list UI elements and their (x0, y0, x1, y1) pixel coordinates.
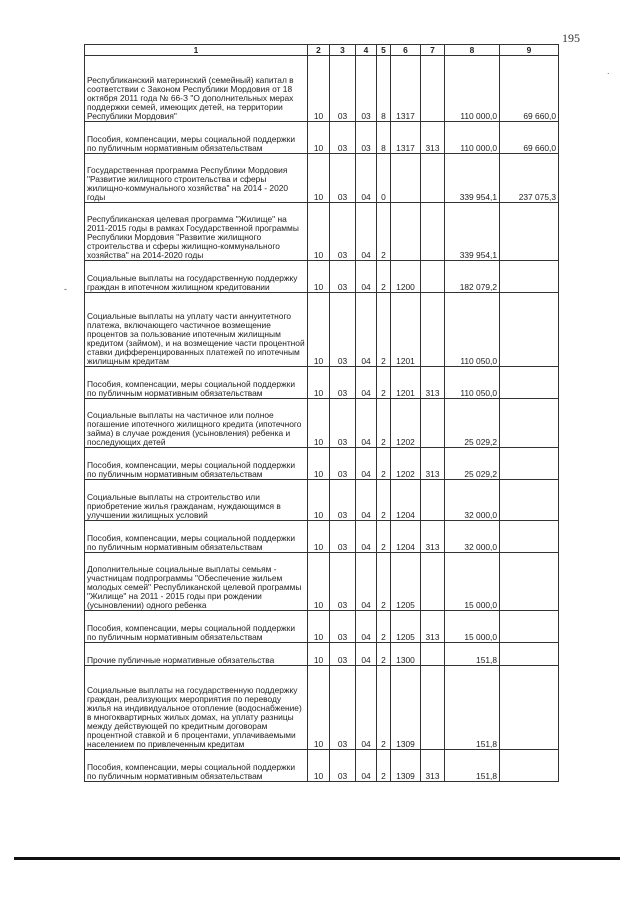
cell-c7: 313 (421, 448, 445, 480)
cell-c4: 04 (356, 261, 377, 293)
cell-c3: 03 (330, 521, 356, 553)
cell-c4: 04 (356, 750, 377, 782)
cell-c6 (391, 203, 421, 261)
cell-c9: 237 075,3 (500, 154, 559, 203)
cell-c6: 1317 (391, 122, 421, 154)
cell-c3: 03 (330, 56, 356, 122)
cell-c4: 04 (356, 611, 377, 643)
cell-c3: 03 (330, 666, 356, 750)
cell-c6: 1204 (391, 480, 421, 521)
cell-c2: 10 (308, 750, 330, 782)
cell-c3: 03 (330, 203, 356, 261)
table-row (85, 367, 559, 399)
cell-c7 (421, 261, 445, 293)
cell-c6: 1202 (391, 399, 421, 448)
cell-c7: 313 (421, 750, 445, 782)
cell-c2: 10 (308, 480, 330, 521)
cell-c8: 110 000,0 (445, 56, 500, 122)
cell-c4: 04 (356, 643, 377, 666)
cell-c7: 313 (421, 122, 445, 154)
col-header: 6 (391, 45, 421, 56)
cell-c8: 110 000,0 (445, 122, 500, 154)
cell-c6: 1201 (391, 367, 421, 399)
cell-c6: 1202 (391, 448, 421, 480)
row-description: Пособия, компенсации, меры социальной поддержки по публичным нормативным обязательствам (85, 521, 308, 553)
cell-c4: 03 (356, 56, 377, 122)
cell-c9 (500, 480, 559, 521)
cell-c6: 1205 (391, 611, 421, 643)
cell-c9 (500, 666, 559, 750)
cell-c9 (500, 611, 559, 643)
cell-c9: 69 660,0 (500, 122, 559, 154)
cell-c8: 151,8 (445, 666, 500, 750)
row-description: Социальные выплаты на государственную поддержку граждан в ипотечном жилищном кредитовании (85, 261, 308, 293)
row-description: Пособия, компенсации, меры социальной поддержки по публичным нормативным обязательствам (85, 367, 308, 399)
cell-c2: 10 (308, 293, 330, 367)
col-header: 2 (308, 45, 330, 56)
row-description: Дополнительные социальные выплаты семьям - участницам подпрограммы "Обеспечение жильем молодых семей" Республиканской целевой программы "Жилище" на 2011 - 2015 годы при рождении (усыновлении) одного ребенка (85, 553, 308, 611)
margin-dot: . (607, 66, 610, 76)
table-row (85, 122, 559, 154)
cell-c3: 03 (330, 367, 356, 399)
cell-c3: 03 (330, 448, 356, 480)
cell-c9 (500, 367, 559, 399)
cell-c8: 15 000,0 (445, 553, 500, 611)
page-number: 195 (562, 31, 580, 45)
col-header: 3 (330, 45, 356, 56)
table-row (85, 480, 559, 521)
cell-c6: 1200 (391, 261, 421, 293)
col-header: 9 (500, 45, 559, 56)
cell-c2: 10 (308, 261, 330, 293)
cell-c5: 8 (377, 56, 391, 122)
row-description: Государственная программа Республики Мордовия "Развитие жилищного строительства и сферы жилищно-коммунального хозяйства" на 2014 - 2020 годы (85, 154, 308, 203)
cell-c4: 04 (356, 521, 377, 553)
cell-c8: 110 050,0 (445, 293, 500, 367)
cell-c4: 04 (356, 448, 377, 480)
row-description: Социальные выплаты на строительство или приобретение жилья гражданам, нуждающимся в улучшении жилищных условий (85, 480, 308, 521)
cell-c7: 313 (421, 611, 445, 643)
col-header: 8 (445, 45, 500, 56)
cell-c3: 03 (330, 261, 356, 293)
cell-c8: 151,8 (445, 750, 500, 782)
cell-c5: 2 (377, 367, 391, 399)
cell-c4: 04 (356, 293, 377, 367)
cell-c2: 10 (308, 553, 330, 611)
cell-c2: 10 (308, 122, 330, 154)
cell-c4: 03 (356, 122, 377, 154)
cell-c2: 10 (308, 367, 330, 399)
cell-c7 (421, 399, 445, 448)
cell-c3: 03 (330, 154, 356, 203)
cell-c8: 182 079,2 (445, 261, 500, 293)
cell-c5: 2 (377, 203, 391, 261)
table-row (85, 293, 559, 367)
cell-c7: 313 (421, 367, 445, 399)
cell-c5: 2 (377, 293, 391, 367)
cell-c6: 1300 (391, 643, 421, 666)
cell-c4: 04 (356, 399, 377, 448)
cell-c2: 10 (308, 154, 330, 203)
cell-c8: 339 954,1 (445, 203, 500, 261)
cell-c9: 69 660,0 (500, 56, 559, 122)
cell-c2: 10 (308, 56, 330, 122)
cell-c6: 1309 (391, 666, 421, 750)
cell-c7 (421, 56, 445, 122)
table-row (85, 553, 559, 611)
row-description: Республиканская целевая программа "Жилище" на 2011-2015 годы в рамках Государственной программы Республики Мордовия "Развитие жилищного строительства и сферы жилищно-коммунального хозяйства" на 2014-2020 годы (85, 203, 308, 261)
cell-c8: 32 000,0 (445, 480, 500, 521)
row-description: Пособия, компенсации, меры социальной поддержки по публичным нормативным обязательствам (85, 750, 308, 782)
row-description: Прочие публичные нормативные обязательства (85, 643, 308, 666)
cell-c2: 10 (308, 448, 330, 480)
table-row (85, 399, 559, 448)
cell-c3: 03 (330, 293, 356, 367)
cell-c5: 2 (377, 480, 391, 521)
cell-c9 (500, 261, 559, 293)
table-row (85, 750, 559, 782)
cell-c9 (500, 399, 559, 448)
cell-c2: 10 (308, 203, 330, 261)
cell-c7 (421, 666, 445, 750)
cell-c6 (391, 154, 421, 203)
cell-c9 (500, 643, 559, 666)
cell-c2: 10 (308, 643, 330, 666)
cell-c9 (500, 448, 559, 480)
header-row (85, 45, 559, 56)
cell-c2: 10 (308, 611, 330, 643)
cell-c8: 339 954,1 (445, 154, 500, 203)
cell-c5: 0 (377, 154, 391, 203)
table-row (85, 261, 559, 293)
cell-c9 (500, 521, 559, 553)
cell-c7 (421, 203, 445, 261)
cell-c4: 04 (356, 203, 377, 261)
cell-c3: 03 (330, 643, 356, 666)
cell-c8: 25 029,2 (445, 399, 500, 448)
cell-c9 (500, 293, 559, 367)
table-row (85, 56, 559, 122)
col-header: 4 (356, 45, 377, 56)
col-header: 5 (377, 45, 391, 56)
cell-c8: 110 050,0 (445, 367, 500, 399)
cell-c4: 04 (356, 666, 377, 750)
row-description: Социальные выплаты на государственную поддержку граждан, реализующих мероприятия по переводу жилья на индивидуальное отопление (водоснабжение) в многоквартирных жилых домах, на уплату разницы между действующей по кредитным договорам процентной ставкой и 6 процентами, уплачиваемыми населением по привлеченным кредитам (85, 666, 308, 750)
cell-c7: 313 (421, 521, 445, 553)
cell-c8: 32 000,0 (445, 521, 500, 553)
cell-c5: 2 (377, 521, 391, 553)
row-description: Пособия, компенсации, меры социальной поддержки по публичным нормативным обязательствам (85, 448, 308, 480)
cell-c3: 03 (330, 750, 356, 782)
table-row (85, 448, 559, 480)
cell-c7 (421, 643, 445, 666)
cell-c5: 2 (377, 448, 391, 480)
row-description: Пособия, компенсации, меры социальной поддержки по публичным нормативным обязательствам (85, 611, 308, 643)
cell-c8: 25 029,2 (445, 448, 500, 480)
col-header: 7 (421, 45, 445, 56)
cell-c7 (421, 154, 445, 203)
cell-c9 (500, 203, 559, 261)
cell-c3: 03 (330, 480, 356, 521)
cell-c6: 1201 (391, 293, 421, 367)
cell-c6: 1205 (391, 553, 421, 611)
row-description: Республиканский материнский (семейный) капитал в соответствии с Законом Республики Мордовия от 18 октября 2011 года № 66-З "О дополнительных мерах поддержки семей, имеющих детей, на территории Республики Мордовия" (85, 56, 308, 122)
cell-c4: 04 (356, 553, 377, 611)
row-description: Социальные выплаты на уплату части аннуитетного платежа, включающего частичное возмещение процентов за пользование ипотечным жилищным кредитом (займом), и на возмещение части процентной ставки дифференцированных платежей по ипотечным жилищным кредитам (85, 293, 308, 367)
cell-c7 (421, 480, 445, 521)
cell-c6: 1317 (391, 56, 421, 122)
cell-c2: 10 (308, 666, 330, 750)
cell-c7 (421, 293, 445, 367)
cell-c9 (500, 553, 559, 611)
table-row (85, 521, 559, 553)
cell-c5: 2 (377, 750, 391, 782)
cell-c3: 03 (330, 399, 356, 448)
cell-c2: 10 (308, 521, 330, 553)
cell-c4: 04 (356, 480, 377, 521)
table-row (85, 203, 559, 261)
col-header: 1 (85, 45, 308, 56)
cell-c4: 04 (356, 154, 377, 203)
cell-c4: 04 (356, 367, 377, 399)
cell-c5: 2 (377, 666, 391, 750)
cell-c5: 2 (377, 399, 391, 448)
table-row (85, 611, 559, 643)
table-row (85, 643, 559, 666)
cell-c8: 15 000,0 (445, 611, 500, 643)
cell-c6: 1309 (391, 750, 421, 782)
cell-c2: 10 (308, 399, 330, 448)
footer-rule (14, 857, 620, 860)
cell-c8: 151,8 (445, 643, 500, 666)
margin-dash: - (64, 284, 67, 294)
cell-c3: 03 (330, 122, 356, 154)
budget-table (84, 44, 559, 782)
cell-c9 (500, 750, 559, 782)
cell-c7 (421, 553, 445, 611)
cell-c5: 2 (377, 611, 391, 643)
cell-c5: 2 (377, 553, 391, 611)
row-description: Социальные выплаты на частичное или полное погашение ипотечного жилищного кредита (ипотечного займа) в случае рождения (усыновления) ребенка и последующих детей (85, 399, 308, 448)
table-row (85, 666, 559, 750)
cell-c6: 1204 (391, 521, 421, 553)
cell-c3: 03 (330, 553, 356, 611)
cell-c3: 03 (330, 611, 356, 643)
table-row (85, 154, 559, 203)
row-description: Пособия, компенсации, меры социальной поддержки по публичным нормативным обязательствам (85, 122, 308, 154)
cell-c5: 2 (377, 643, 391, 666)
cell-c5: 2 (377, 261, 391, 293)
cell-c5: 8 (377, 122, 391, 154)
